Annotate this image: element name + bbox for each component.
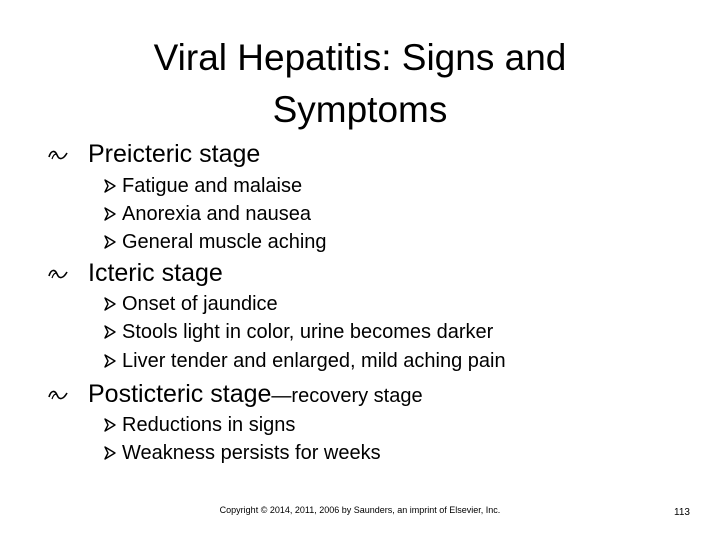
page-number: 113 [674, 507, 690, 518]
bullet-swirl-icon [48, 148, 68, 162]
section-heading-suffix: —recovery stage [271, 385, 423, 407]
section-heading-text [88, 377, 423, 413]
list-item-text: Onset of jaundice [122, 293, 278, 315]
arrowhead-icon [104, 446, 116, 460]
copyright-footer: Copyright © 2014, 2011, 2006 by Saunders, an imprint of Elsevier, Inc. [219, 505, 501, 515]
slide-title: Viral Hepatitis: Signs and Symptoms [153, 37, 567, 130]
arrowhead-icon [104, 297, 116, 311]
list-item-text: Reductions in signs [122, 414, 296, 436]
bullet-swirl-icon [48, 388, 68, 402]
arrowhead-icon [104, 207, 116, 221]
section-heading-text: Preicteric stage [88, 140, 261, 168]
list-item-text: Stools light in color, urine becomes darker [122, 321, 494, 343]
section-heading-main: Posticteric stage [88, 380, 272, 408]
list-item-text: Anorexia and nausea [122, 203, 312, 225]
list-item-text: Weakness persists for weeks [122, 442, 381, 464]
list-item-text: General muscle aching [122, 231, 327, 253]
bullet-swirl-icon [48, 267, 68, 281]
arrowhead-icon [104, 418, 116, 432]
list-item-text: Liver tender and enlarged, mild aching pain [122, 350, 506, 372]
arrowhead-icon [104, 354, 116, 368]
arrowhead-icon [104, 179, 116, 193]
arrowhead-icon [104, 325, 116, 339]
arrowhead-icon [104, 235, 116, 249]
section-heading-text: Icteric stage [88, 259, 223, 287]
list-item-text: Fatigue and malaise [122, 175, 303, 197]
